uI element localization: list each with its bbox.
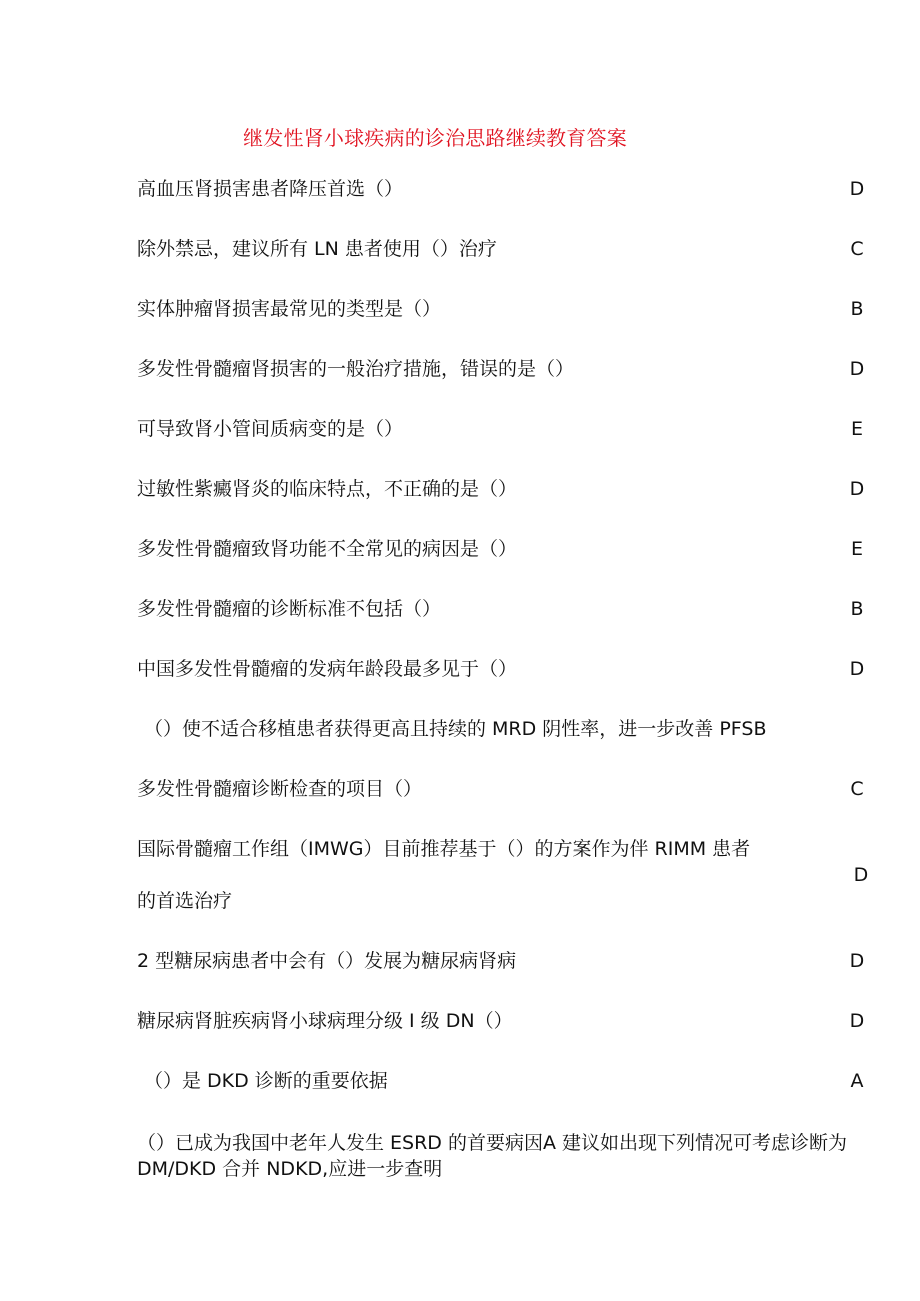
- question-text: 糖尿病肾脏疾病肾小球病理分级 I 级 DN（）: [137, 1010, 513, 1032]
- question-text: （）是 DKD 诊断的重要依据: [144, 1070, 388, 1092]
- question-text: 可导致肾小管间质病变的是（）: [137, 418, 404, 440]
- question-text-continued: 的首选治疗: [137, 890, 233, 912]
- answer-letter: D: [849, 178, 865, 200]
- question-text: 国际骨髓瘤工作组（IMWG）目前推荐基于（）的方案作为伴 RIMM 患者: [137, 838, 751, 860]
- question-text: 多发性骨髓瘤肾损害的一般治疗措施，错误的是（）: [137, 358, 575, 380]
- answer-letter: D: [849, 358, 865, 380]
- answer-letter: B: [850, 598, 864, 620]
- answer-letter: D: [849, 658, 865, 680]
- question-text: 多发性骨髓瘤的诊断标准不包括（）: [137, 598, 442, 620]
- question-text: （）已成为我国中老年人发生 ESRD 的首要病因A 建议如出现下列情况可考虑诊断为 DM/DKD 合并 NDKD,应进一步查明: [137, 1132, 848, 1180]
- answer-letter: A: [850, 1070, 864, 1092]
- answer-letter: E: [850, 538, 863, 560]
- question-text: （）使不适合移植患者获得更高且持续的 MRD 阴性率，进一步改善 PFSB: [144, 718, 767, 740]
- answer-letter: D: [853, 864, 869, 886]
- question-row: [137, 836, 877, 916]
- question-text: 多发性骨髓瘤诊断检查的项目（）: [137, 778, 423, 800]
- question-row: [137, 1130, 877, 1190]
- answer-letter: D: [849, 1010, 865, 1032]
- question-text: 除外禁忌，建议所有 LN 患者使用（）治疗: [137, 238, 497, 260]
- answer-letter: D: [849, 478, 865, 500]
- question-text: 2 型糖尿病患者中会有（）发展为糖尿病肾病: [137, 950, 517, 972]
- answer-letter: C: [850, 778, 864, 800]
- answer-letter: C: [850, 238, 864, 260]
- question-text: 中国多发性骨髓瘤的发病年龄段最多见于（）: [137, 658, 518, 680]
- question-text: 多发性骨髓瘤致肾功能不全常见的病因是（）: [137, 538, 518, 560]
- answer-letter: E: [850, 418, 863, 440]
- document-title: 继发性肾小球疾病的诊治思路继续教育答案: [243, 126, 627, 150]
- answer-letter: D: [849, 950, 865, 972]
- question-text: 实体肿瘤肾损害最常见的类型是（）: [137, 298, 442, 320]
- question-text: 高血压肾损害患者降压首选（）: [137, 178, 404, 200]
- question-text: 过敏性紫癜肾炎的临床特点，不正确的是（）: [137, 478, 518, 500]
- answer-letter: B: [850, 298, 864, 320]
